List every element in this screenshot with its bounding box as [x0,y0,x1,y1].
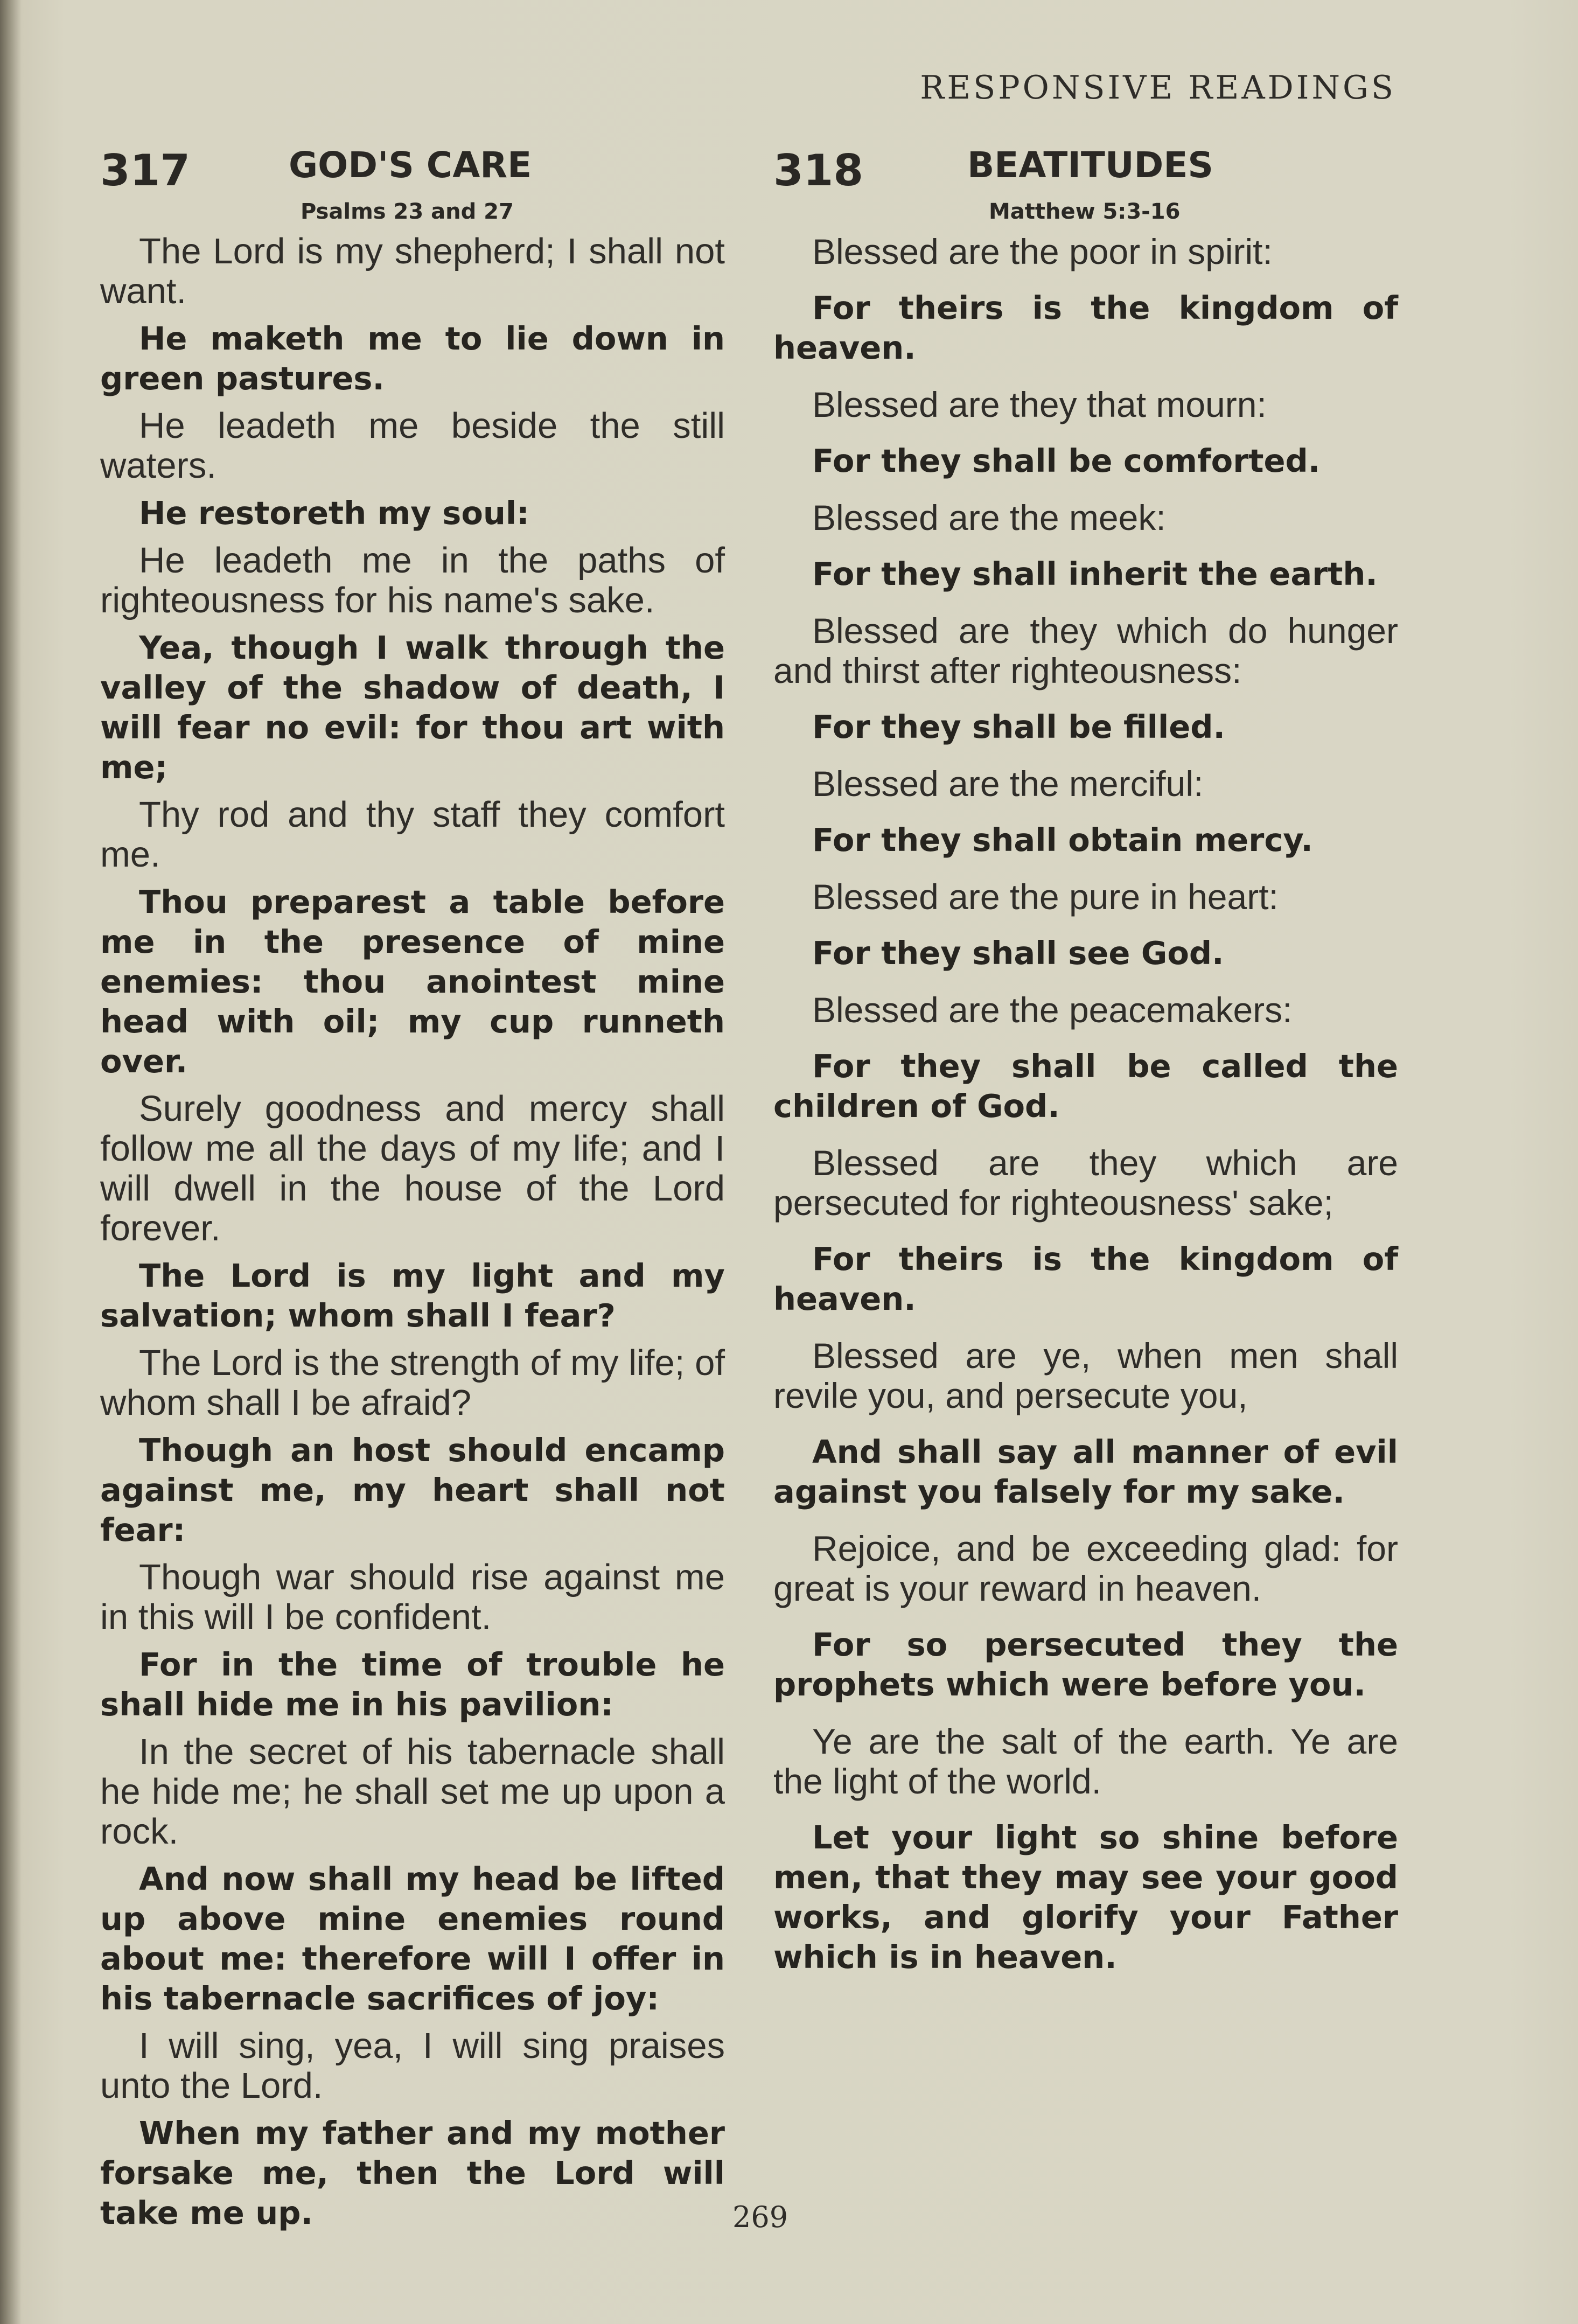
people-response: He restoreth my soul: [139,494,529,532]
leader-verse: Blessed are the pure in heart: [812,877,1279,917]
people-response: For theirs is the kingdom of heaven. [773,1240,1398,1317]
people-response: For they shall be filled. [812,708,1225,745]
leader-verse: The Lord is the strength of my life; of whom shall I be afraid? [100,1343,725,1423]
leader-verse: He leadeth me beside the still waters. [100,406,725,486]
people-response: Yea, though I walk through the valley of the shadow of death, I will fear no evil: for thou art with me; [100,629,725,786]
leader-verse: Blessed are they which are persecuted for righteousness' sake; [773,1143,1398,1223]
leader-verse: Though war should rise against me in this will I be confident. [100,1557,725,1637]
reading-header [100,140,725,232]
people-response: For they shall be called the children of God. [773,1048,1398,1125]
leader-verse: Blessed are the meek: [812,498,1166,538]
people-response: And now shall my head be lifted up above mine enemies round about me: therefore will I offer in his tabernacle sacrifices of joy: [100,1860,725,2017]
reading-header [773,140,1398,232]
reading-317-column [100,140,725,2241]
leader-verse: In the secret of his tabernacle shall he hide me; he shall set me up upon a rock. [100,1732,725,1852]
leader-verse: The Lord is my shepherd; I shall not want. [100,231,725,311]
leader-verse: Blessed are they that mourn: [812,385,1267,424]
leader-verse: Rejoice, and be exceeding glad: for great is your reward in heaven. [773,1529,1398,1608]
leader-verse: Blessed are the merciful: [812,764,1204,804]
leader-verse: Ye are the salt of the earth. Ye are the light of the world. [773,1721,1398,1801]
leader-verse: He leadeth me in the paths of righteousness for his name's sake. [100,540,725,620]
people-response: Let your light so shine before men, that they may see your good works, and glorify your Father which is in heaven. [773,1819,1398,1976]
leader-verse: Blessed are they which do hunger and thirst after righteousness: [773,611,1398,690]
people-response: For they shall be comforted. [812,442,1321,479]
people-response: For they shall obtain mercy. [812,821,1313,859]
people-response: Though an host should encamp against me, my heart shall not fear: [100,1432,725,1548]
reading-title: GOD'S CARE [289,144,532,186]
leader-verse: Blessed are the peacemakers: [812,990,1293,1030]
people-response: For theirs is the kingdom of heaven. [773,289,1398,366]
scripture-reference: Matthew 5:3-16 [989,199,1181,224]
people-response: The Lord is my light and my salvation; whom shall I fear? [100,1257,725,1334]
reading-verses [100,232,725,2233]
reading-number: 318 [773,145,863,196]
page-number: 269 [732,2200,788,2234]
reading-318-column [773,140,1398,1994]
running-head: RESPONSIVE READINGS [920,69,1396,107]
leader-verse: I will sing, yea, I will sing praises unto the Lord. [100,2026,725,2106]
leader-verse: Surely goodness and mercy shall follow me all the days of my life; and I will dwell in the house of the Lord forever. [100,1088,725,1248]
people-response: And shall say all manner of evil against you falsely for my sake. [773,1433,1398,1510]
people-response: For they shall see God. [812,934,1224,972]
people-response: He maketh me to lie down in green pastures. [100,320,725,397]
reading-verses [773,232,1398,1977]
leader-verse: Blessed are the poor in spirit: [812,232,1273,271]
people-response: Thou preparest a table before me in the presence of mine enemies: thou anointest mine head with oil; my cup runneth over. [100,883,725,1080]
people-response: When my father and my mother forsake me, then the Lord will take me up. [100,2114,725,2231]
leader-verse: Thy rod and thy staff they comfort me. [100,794,725,875]
reading-title: BEATITUDES [967,144,1213,186]
people-response: For they shall inherit the earth. [812,555,1378,592]
leader-verse: Blessed are ye, when men shall revile you, and persecute you, [773,1336,1398,1415]
reading-number: 317 [100,145,190,196]
scripture-reference: Psalms 23 and 27 [301,199,514,224]
people-response: For in the time of trouble he shall hide me in his pavilion: [100,1646,725,1723]
people-response: For so persecuted they the prophets which were before you. [773,1626,1398,1703]
